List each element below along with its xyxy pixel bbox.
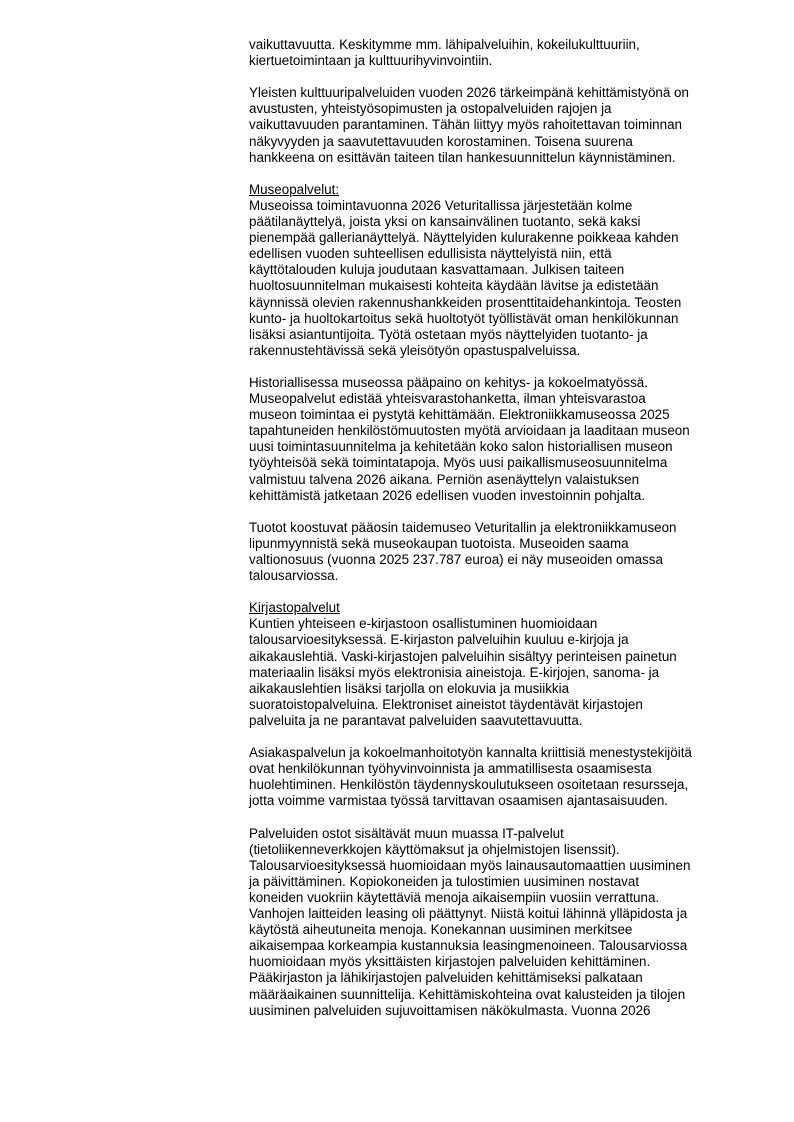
text-line: työyhteisöä sekä toimintatapoja. Myös uusi paikallismuseosuunnitelma xyxy=(249,455,668,471)
text-line: koneiden vuokriin käytettäviä menoja aikaisempiin vuosiin verrattuna. xyxy=(249,889,660,905)
text-line: määräaikainen suunnittelija. Kehittämiskohteina ovat kalusteiden ja tilojen xyxy=(249,986,686,1002)
text-line: lipunmyynnistä sekä museokaupan tuotoista. Museoiden saama xyxy=(249,535,629,551)
text-line: edellisen vuoden suhteellisen edullisista näyttelyistä niin, että xyxy=(249,246,612,262)
text-line: näkyvyyden ja saavutettavuuden korostaminen. Toisena suurena xyxy=(249,133,633,149)
text-line: palveluita ja ne parantavat palveluiden saavutettavuutta. xyxy=(249,712,583,728)
paragraph-intro-end xyxy=(249,37,749,69)
text-line: Palveluiden ostot sisältävät muun muassa IT-palvelut xyxy=(249,825,564,841)
text-line: tapahtuneiden henkilöstömuutosten myötä arvioidaan ja laaditaan museon xyxy=(249,423,690,439)
text-line: talousarviossa. xyxy=(249,568,339,584)
text-line: lisäksi asiantuntijoita. Työtä ostetaan myös näyttelyiden tuotanto- ja xyxy=(249,326,648,342)
text-line: valmistuu talvena 2026 aikana. Perniön asenäyttelyn valaistuksen xyxy=(249,471,640,487)
text-line: käynnissä olevien rakennushankkeiden prosenttitaidehankintoja. Teosten xyxy=(249,294,682,310)
text-line: Pääkirjaston ja lähikirjastojen palveluiden kehittämiseksi palkataan xyxy=(249,970,643,986)
blank-line xyxy=(249,69,749,85)
text-line: Talousarvioesityksessä huomioidaan myös lainausautomaattien uusiminen xyxy=(249,857,691,873)
text-line: hankkeena on esittävän taiteen tilan hankesuunnittelun käynnistäminen. xyxy=(249,149,676,165)
text-line: Tuotot koostuvat pääosin taidemuseo Veturitallin ja elektroniikkamuseon xyxy=(249,519,677,535)
text-line: käyttötalouden kuluja joudutaan kasvattamaan. Julkisen taiteen xyxy=(249,262,625,278)
text-line: valtionosuus (vuonna 2025 237.787 euroa) ei näy museoiden omassa xyxy=(249,552,663,567)
text-line: uusiminen palveluiden sujuvoittamisen näkökulmasta. Vuonna 2026 xyxy=(249,1002,651,1018)
text-line: aikakauslehtiä. Vaski-kirjastojen palveluihin sisältyy perinteisen painetun xyxy=(249,648,677,664)
text-line: museon toimintaa ei pystytä kehittämään. Elektroniikkamuseossa 2025 xyxy=(249,407,670,423)
text-line: kehittämistä jatketaan 2026 edellisen vuoden investoinnin pohjalta. xyxy=(249,487,646,503)
text-line: pienempää gallerianäyttelyä. Näyttelyiden kulurakenne poikkeaa kahden xyxy=(249,230,679,246)
text-line: päätilanäyttelyä, joista yksi on kansainvälinen tuotanto, sekä kaksi xyxy=(249,214,641,230)
paragraph-customer-service xyxy=(249,745,749,809)
text-line: jotta voimme varmistaa työssä tarvittavan osaamisen ajantasaisuuden. xyxy=(249,793,669,809)
text-line: vaikuttavuutta. Keskitymme mm. lähipalveluihin, kokeilukulttuuriin, xyxy=(249,37,640,52)
text-line: vaikuttavuuden parantaminen. Tähän liittyy myös rahoitettavan toiminnan xyxy=(249,117,682,133)
text-line: huolehtiminen. Henkilöstön täydennyskoulutukseen osoitetaan resursseja, xyxy=(249,777,689,793)
text-line: Yleisten kulttuuripalveluiden vuoden 2026 tärkeimpänä kehittämistyönä on xyxy=(249,85,689,101)
text-line: aikakauslehtien lisäksi tarjolla on elokuvia ja musiikkia xyxy=(249,680,570,696)
blank-line xyxy=(249,584,749,600)
text-line: Asiakaspalvelun ja kokoelmanhoitotyön kannalta kriittisiä menestystekijöitä xyxy=(249,745,692,761)
text-line: Historiallisessa museossa pääpaino on kehitys- ja kokoelmatyössä. xyxy=(249,374,648,390)
text-line: avustusten, yhteistyösopimusten ja ostopalveluiden rajojen ja xyxy=(249,101,612,117)
blank-line xyxy=(249,729,749,745)
text-line: Kuntien yhteiseen e-kirjastoon osallistuminen huomioidaan xyxy=(249,616,598,632)
text-line: Vanhojen laitteiden leasing oli päättynyt. Niistä koitui lähinnä ylläpidosta ja xyxy=(249,906,688,922)
text-line: ja päivittäminen. Kopiokoneiden ja tulostimien uusiminen nostavat xyxy=(249,873,640,889)
section-library-services xyxy=(249,600,749,729)
text-line: Museopalvelut edistää yhteisvarastohanketta, ilman yhteisvarastoa xyxy=(249,391,646,407)
blank-line xyxy=(249,810,749,826)
text-line: ovat henkilökunnan työhyvinvoinnista ja ammatillisesta osaamisesta xyxy=(249,761,652,777)
blank-line xyxy=(249,359,749,375)
text-line: kunto- ja huoltokartoitus sekä huoltotyöt työllistävät oman henkilökunnan xyxy=(249,310,679,326)
text-line: uusi toimintasuunnitelma ja kehitetään koko salon historiallisen museon xyxy=(249,439,673,455)
text-line: materiaalin lisäksi myös elektronisia aineistoja. E-kirjojen, sanoma- ja xyxy=(249,664,660,680)
section-heading-library: Kirjastopalvelut xyxy=(249,600,340,616)
text-line: (tietoliikenneverkkojen käyttömaksut ja ohjelmistojen lisenssit). xyxy=(249,841,620,857)
text-line: käytöstä aiheutuneita menoja. Konekannan uusiminen merkitsee xyxy=(249,922,633,938)
text-line: rakennustehtävissä sekä yleisötyön opastuspalveluissa. xyxy=(249,342,581,358)
section-heading-museum: Museopalvelut: xyxy=(249,181,340,197)
blank-line xyxy=(249,166,749,182)
document-page xyxy=(249,37,749,1019)
paragraph-general-culture xyxy=(249,85,749,165)
text-line: aikaisempaa korkeampia kustannuksia leasingmenoineen. Talousarviossa xyxy=(249,938,688,954)
text-line: talousarvioesityksessä. E-kirjaston palveluihin kuuluu e-kirjoja ja xyxy=(249,632,629,648)
paragraph-revenues xyxy=(249,520,749,584)
text-line: huoltosuunnitelman mukaisesti kohteita käydään lävitse ja edistetään xyxy=(249,278,659,294)
text-line: suoratoistopalveluina. Elektroniset aineistot täydentävät kirjastojen xyxy=(249,696,643,712)
text-line: kiertuetoimintaan ja kulttuurihyvinvointiin. xyxy=(249,53,493,69)
paragraph-purchases xyxy=(249,826,749,1019)
paragraph-historical-museum xyxy=(249,375,749,504)
text-line: huomioidaan myös yksittäisten kirjastojen palveluiden kehittäminen. xyxy=(249,954,651,970)
section-museum-services xyxy=(249,182,749,359)
blank-line xyxy=(249,504,749,520)
text-line: Museoissa toimintavuonna 2026 Veturitallissa järjestetään kolme xyxy=(249,197,633,213)
